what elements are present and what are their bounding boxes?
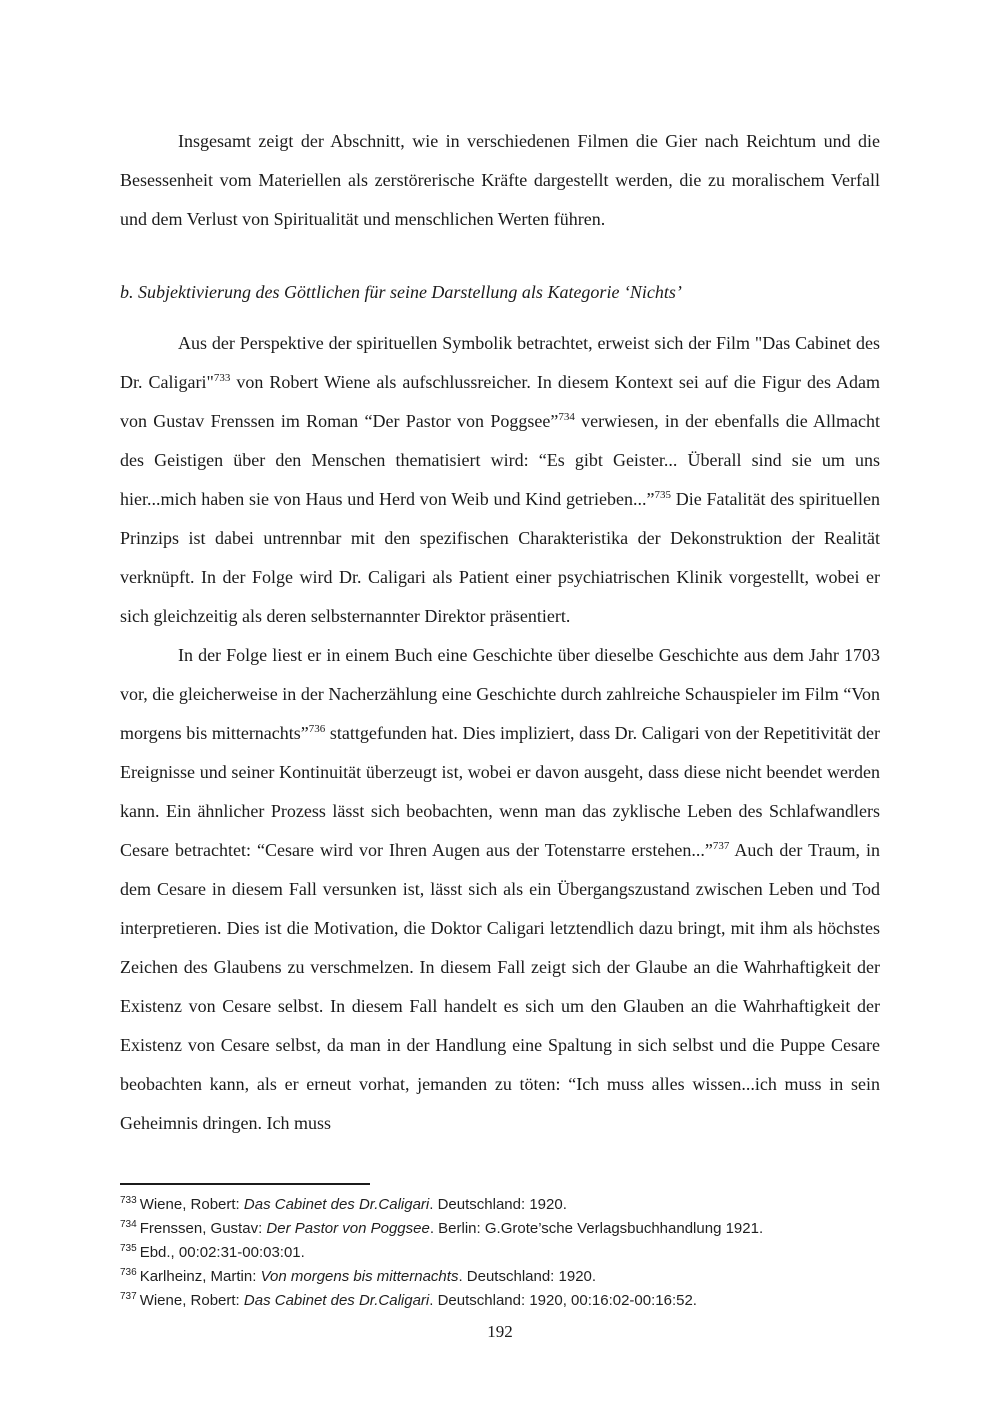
text-run: Ebd., 00:02:31-00:03:01. bbox=[139, 1244, 305, 1261]
footnote-reference: 737 bbox=[712, 840, 730, 852]
text-run: verwiesen, in der ebenfalls die Allmacht des Geistigen über den Menschen thematisiert wird: “Es gibt Geister... Überall sind sie um uns hier...mich haben sie von Haus und Herd von Weib und Kind getrieben...” bbox=[120, 411, 880, 509]
text-run: . Berlin: G.Grote’sche Verlagsbuchhandlung 1921. bbox=[429, 1220, 764, 1237]
text-run: Karlheinz, Martin: bbox=[139, 1268, 261, 1285]
text-run: Aus der Perspektive der spirituellen Symbolik betrachtet, erweist sich der Film "Das Cabinet des Dr. Caligari" bbox=[120, 333, 880, 392]
text-run: stattgefunden hat. Dies impliziert, dass Dr. Caligari von der Repetitivität der Ereignisse und seiner Kontinuität überzeugt ist, wobei er davon ausgeht, dass diese nicht beendet werden kann. Ein ähnlicher Prozess lässt sich beobachten, wenn man das zyklische Leben des Schlafwandlers Cesare betrachtet: “Cesare wird vor Ihren Augen aus der Totenstarre erstehen...” bbox=[120, 723, 880, 860]
footnote-reference: 733 bbox=[213, 372, 231, 384]
text-run: . Deutschland: 1920, 00:16:02-00:16:52. bbox=[429, 1292, 697, 1309]
text-run: Das Cabinet des Dr.Caligari bbox=[243, 1292, 430, 1309]
text-run: Das Cabinet des Dr.Caligari bbox=[243, 1196, 430, 1213]
body-paragraph-3 bbox=[120, 636, 880, 1143]
text-run: Die Fatalität des spirituellen Prinzips ist dabei untrennbar mit den spezifischen Charakteristika der Dekonstruktion der Realität verknüpft. In der Folge wird Dr. Caligari als Patient einer psychiatrischen Klinik vorgestellt, wobei er sich gleichzeitig als deren selbsternannter Direktor präsentiert. bbox=[120, 489, 880, 626]
text-run: Frenssen, Gustav: bbox=[139, 1220, 267, 1237]
body-text bbox=[120, 122, 880, 1143]
text-run: . Deutschland: 1920. bbox=[429, 1196, 567, 1213]
footnote-item bbox=[120, 1217, 880, 1241]
footnote-item bbox=[120, 1241, 880, 1265]
footnote-number: 736 bbox=[120, 1267, 137, 1278]
footnote-reference: 736 bbox=[308, 723, 326, 735]
footnote-block bbox=[120, 1183, 880, 1313]
text-run: von Robert Wiene als aufschlussreicher. In diesem Kontext sei auf die Figur des Adam von Gustav Frenssen im Roman “Der Pastor von Poggsee” bbox=[120, 372, 880, 431]
footnotes-list bbox=[120, 1193, 880, 1313]
text-run: . Deutschland: 1920. bbox=[458, 1268, 597, 1285]
body-paragraph-1 bbox=[120, 122, 880, 239]
text-run: In der Folge liest er in einem Buch eine Geschichte über dieselbe Geschichte aus dem Jahr 1703 vor, die gleicherweise in der Nacherzählung eine Geschichte durch zahlreiche Schauspieler im Film “Von morgens bis mitternachts” bbox=[120, 645, 880, 743]
footnote-number: 737 bbox=[120, 1291, 137, 1302]
footnote-item bbox=[120, 1289, 880, 1313]
body-paragraph-2 bbox=[120, 324, 880, 636]
footnote-number: 734 bbox=[120, 1219, 137, 1230]
footnote-item bbox=[120, 1265, 880, 1289]
page-number: 192 bbox=[487, 1322, 513, 1341]
footnote-number: 735 bbox=[120, 1243, 137, 1254]
text-run: Insgesamt zeigt der Abschnitt, wie in verschiedenen Filmen die Gier nach Reichtum und die Besessenheit vom Materiellen als zerstörerische Kräfte dargestellt werden, die zu moralischem Verfall und dem Verlust von Spiritualität und menschlichen Werten führen. bbox=[120, 131, 880, 229]
text-run: Auch der Traum, in dem Cesare in diesem Fall versunken ist, lässt sich als ein Übergangszustand zwischen Leben und Tod interpretieren. Dies ist die Motivation, die Doktor Caligari letztendlich dazu bringt, mit ihm als höchstes Zeichen des Glaubens zu verschmelzen. In diesem Fall zeigt sich der Glaube an die Wahrhaftigkeit der Existenz von Cesare selbst. In diesem Fall handelt es sich um den Glauben an die Wahrhaftigkeit der Existenz von Cesare selbst, da man in der Handlung eine Spaltung in sich selbst und die Puppe Cesare beobachten kann, als er erneut vorhat, jemanden zu töten: “Ich muss alles wissen...ich muss in sein Geheimnis dringen. Ich muss bbox=[120, 840, 880, 1133]
text-run: Von morgens bis mitternachts bbox=[260, 1268, 459, 1285]
footnote-reference: 735 bbox=[654, 489, 671, 501]
footnote-number: 733 bbox=[120, 1195, 137, 1206]
footnote-separator bbox=[120, 1183, 370, 1185]
text-run: Wiene, Robert: bbox=[139, 1292, 244, 1309]
section-heading: b. Subjektivierung des Göttlichen für seine Darstellung als Kategorie ‘Nichts’ bbox=[120, 282, 682, 302]
text-run: Der Pastor von Poggsee bbox=[266, 1220, 430, 1237]
text-run: Wiene, Robert: bbox=[139, 1196, 244, 1213]
footnote-reference: 734 bbox=[558, 411, 575, 423]
footnote-item bbox=[120, 1193, 880, 1217]
